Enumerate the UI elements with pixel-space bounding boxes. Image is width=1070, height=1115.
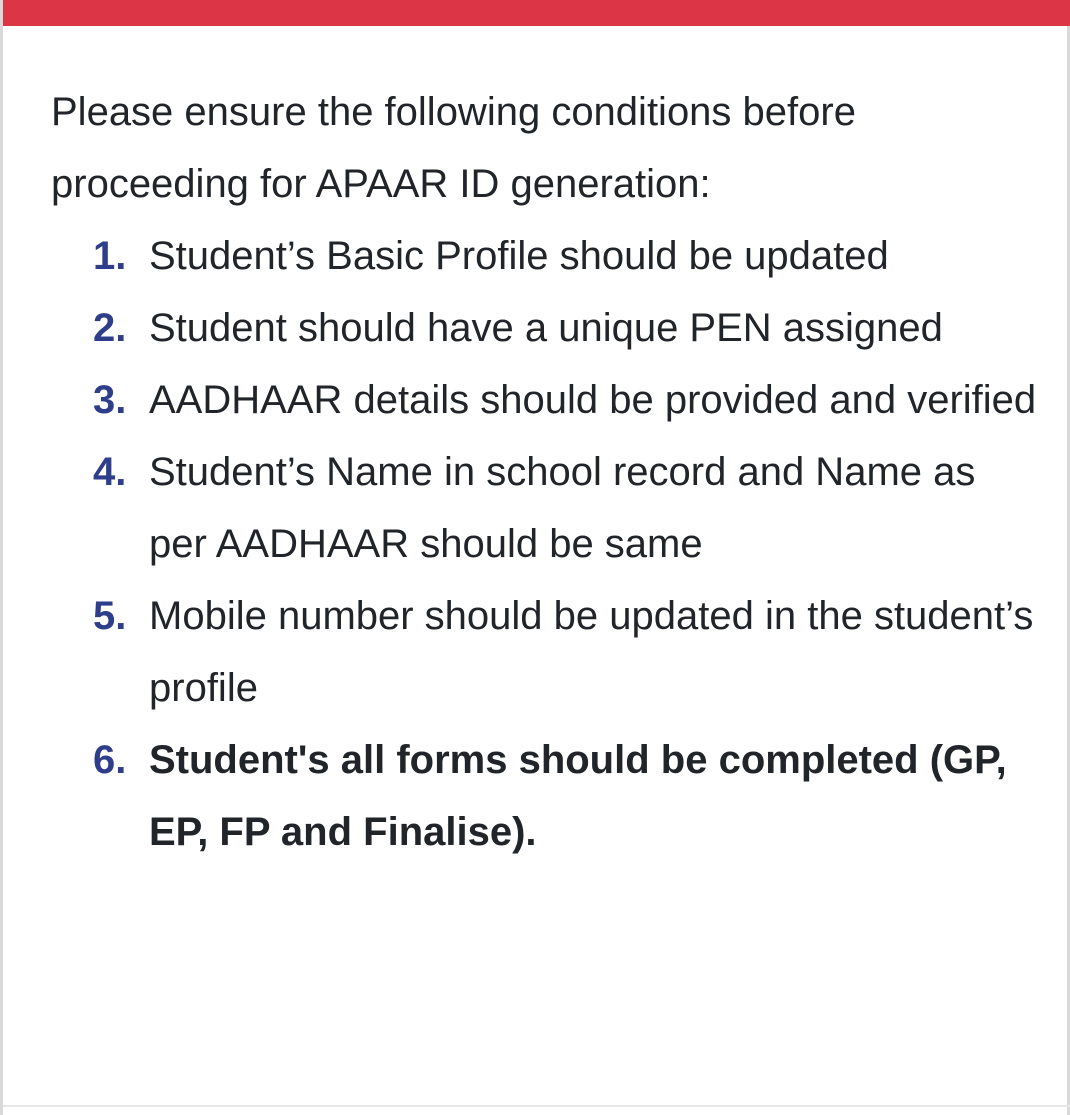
list-item — [51, 364, 1041, 436]
item-number: 1. — [93, 234, 127, 278]
item-text: AADHAAR details should be provided and verified — [149, 378, 1037, 422]
item-number: 6. — [93, 738, 127, 782]
item-number: 2. — [93, 306, 127, 350]
item-text: Student’s Name in school record and Name as per AADHAAR should be same — [149, 450, 976, 566]
intro-text: Please ensure the following conditions before proceeding for APAAR ID generation: — [51, 90, 856, 206]
top-accent-bar — [3, 0, 1070, 26]
item-text: Student should have a unique PEN assigned — [149, 306, 943, 350]
list-item — [51, 292, 1041, 364]
bottom-divider — [3, 1105, 1070, 1107]
conditions-list — [51, 220, 1041, 868]
item-number: 3. — [93, 378, 127, 422]
item-number: 4. — [93, 450, 127, 494]
item-text: Mobile number should be updated in the student’s profile — [149, 594, 1034, 710]
conditions-content — [51, 76, 1041, 868]
list-item — [51, 724, 1041, 868]
item-text: Student's all forms should be completed (GP, EP, FP and Finalise). — [149, 738, 1007, 854]
item-text: Student’s Basic Profile should be updated — [149, 234, 889, 278]
item-number: 5. — [93, 594, 127, 638]
list-item — [51, 436, 1041, 580]
list-item — [51, 580, 1041, 724]
list-item — [51, 220, 1041, 292]
